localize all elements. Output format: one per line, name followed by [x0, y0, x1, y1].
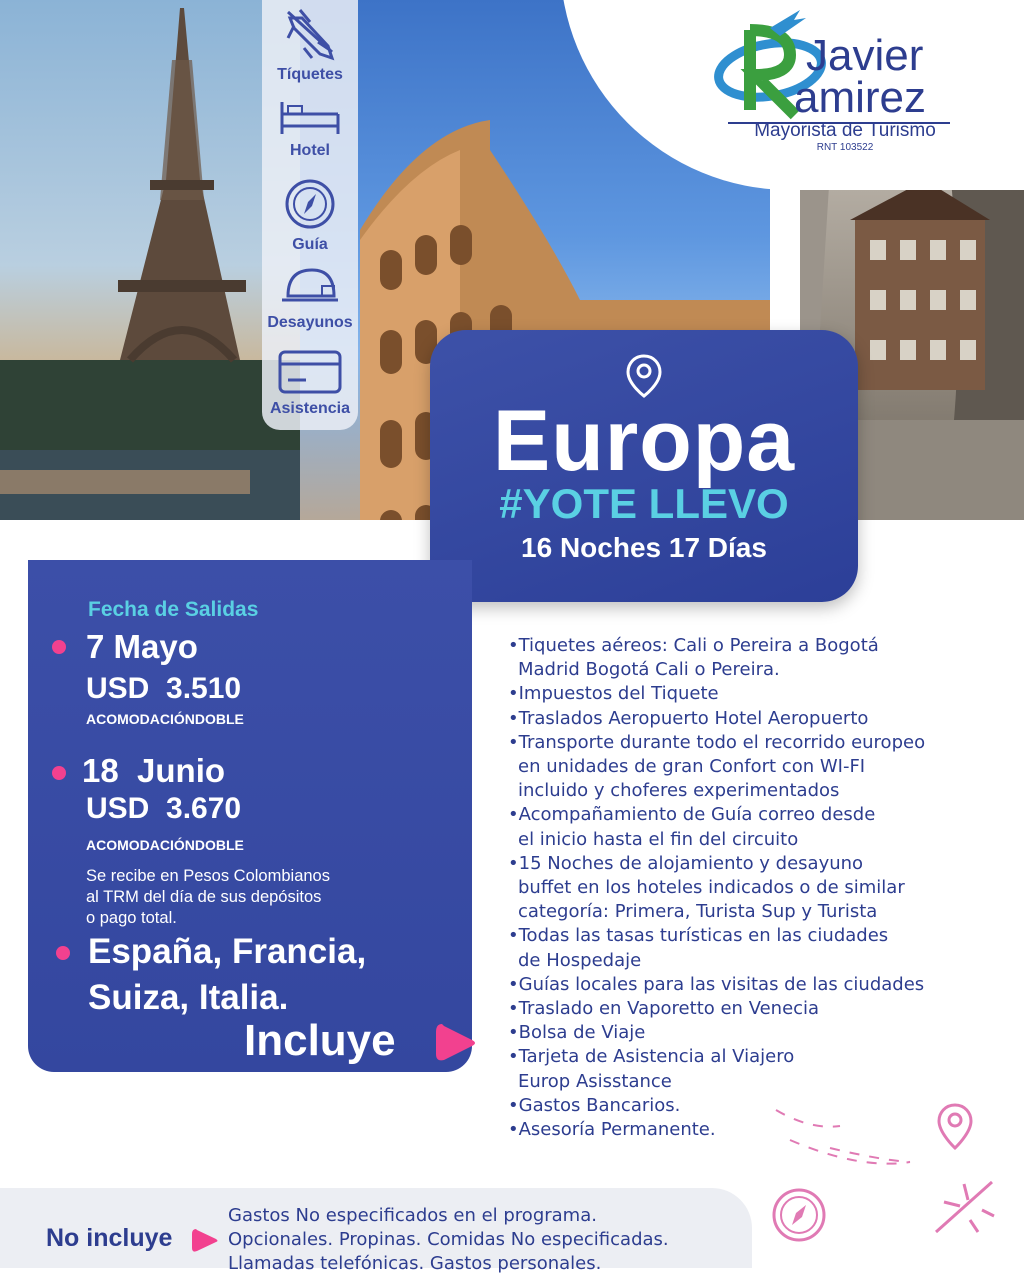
not-included-bar — [0, 1188, 752, 1274]
play-arrow-icon — [432, 1020, 478, 1066]
services-sidebar — [262, 0, 358, 430]
location-pin-icon — [935, 1102, 975, 1152]
compass-doodle-icon — [770, 1186, 828, 1244]
bullet-dot — [52, 766, 66, 780]
service-label: Hotel — [290, 142, 330, 159]
includes-line: •15 Noches de alojamiento y desayuno — [508, 852, 864, 874]
play-arrow-icon — [190, 1226, 220, 1256]
payment-note-line: al TRM del día de sus depósitos — [86, 888, 322, 906]
payment-note — [86, 866, 330, 929]
departure-room-1: ACOMODACIÓNDOBLE — [86, 711, 244, 727]
includes-line: •Guías locales para las visitas de las ciudades — [508, 973, 925, 995]
destination-title: Europa — [492, 393, 796, 489]
payment-note-line: Se recibe en Pesos Colombianos — [86, 867, 330, 885]
payment-note-line: o pago total. — [86, 909, 177, 927]
service-label: Tíquetes — [277, 66, 343, 83]
countries-line-2: Suiza, Italia. — [88, 978, 289, 1017]
bullet-dot — [52, 640, 66, 654]
logo-name-line1: Javier — [806, 31, 924, 80]
includes-line: Europ Asisstance — [518, 1070, 672, 1092]
includes-line: incluido y choferes experimentados — [518, 780, 840, 802]
includes-line: •Tarjeta de Asistencia al Viajero — [508, 1046, 795, 1068]
includes-line: •Bolsa de Viaje — [508, 1022, 646, 1044]
bed-icon — [278, 98, 342, 138]
includes-line: •Transporte durante todo el recorrido europeo — [508, 731, 926, 753]
includes-line: buffet en los hoteles indicados o de similar — [518, 877, 905, 899]
includes-line: categoría: Primera, Turista Sup y Turista — [518, 901, 878, 923]
departures-panel — [28, 560, 472, 1072]
includes-line: •Asesoría Permanente. — [508, 1119, 716, 1141]
bullet-dot — [56, 946, 70, 960]
compass-icon — [282, 176, 338, 232]
departure-price-1: USD 3.510 — [86, 672, 242, 705]
airplane-icon — [280, 6, 340, 62]
not-included-text — [228, 1204, 669, 1276]
includes-label: Incluye — [244, 1016, 396, 1065]
includes-list — [508, 634, 1008, 1142]
service-label: Guía — [292, 236, 328, 253]
departure-date-1: 7 Mayo — [86, 628, 198, 665]
airplane-doodle-icon — [930, 1176, 1000, 1238]
includes-line: •Todas las tasas turísticas en las ciudades — [508, 925, 889, 947]
departure-date-2: 18 Junio — [82, 752, 226, 789]
not-included-line: Llamadas telefónicas. Gastos personales. — [228, 1253, 602, 1274]
logo-rnt: RNT 103522 — [816, 142, 874, 153]
includes-line: •Impuestos del Tiquete — [508, 683, 719, 705]
service-label: Asistencia — [269, 400, 351, 417]
not-included-label: No incluye — [46, 1224, 173, 1252]
includes-line: •Gastos Bancarios. — [508, 1094, 681, 1116]
not-included-line: Opcionales. Propinas. Comidas No especificadas. — [228, 1229, 669, 1250]
service-guia — [262, 176, 358, 254]
service-hotel — [262, 98, 358, 160]
service-asistencia — [262, 348, 358, 418]
departure-price-2: USD 3.670 — [86, 792, 242, 825]
brand-logo — [710, 10, 960, 160]
countries-line-1: España, Francia, — [88, 932, 367, 971]
logo-name-line2: amirez — [794, 73, 927, 122]
includes-line: en unidades de gran Confort con WI-FI — [518, 756, 866, 778]
food-tray-icon — [278, 260, 342, 310]
trip-duration: 16 Noches 17 Días — [521, 532, 767, 563]
includes-line: Madrid Bogotá Cali o Pereira. — [518, 659, 780, 681]
includes-line: •Acompañamiento de Guía correo desde — [508, 804, 876, 826]
includes-line: de Hospedaje — [518, 949, 642, 971]
service-tiquetes — [262, 6, 358, 84]
includes-line: •Traslado en Vaporetto en Venecia — [508, 998, 820, 1020]
service-label: Desayunos — [267, 314, 353, 331]
destination-card — [430, 330, 858, 602]
service-desayunos — [262, 260, 358, 332]
includes-line: •Traslados Aeropuerto Hotel Aeropuerto — [508, 707, 869, 729]
departure-room-2: ACOMODACIÓNDOBLE — [86, 837, 244, 853]
includes-line: el inicio hasta el fin del circuito — [518, 828, 799, 850]
not-included-line: Gastos No especificados en el programa. — [228, 1205, 597, 1226]
departures-heading: Fecha de Salidas — [88, 598, 259, 621]
campaign-hashtag: #YOTE LLEVO — [499, 480, 789, 527]
logo-subtitle: Mayorista de Turismo — [754, 120, 936, 141]
includes-line: •Tiquetes aéreos: Cali o Pereira a Bogotá — [508, 635, 879, 656]
card-icon — [276, 348, 344, 396]
